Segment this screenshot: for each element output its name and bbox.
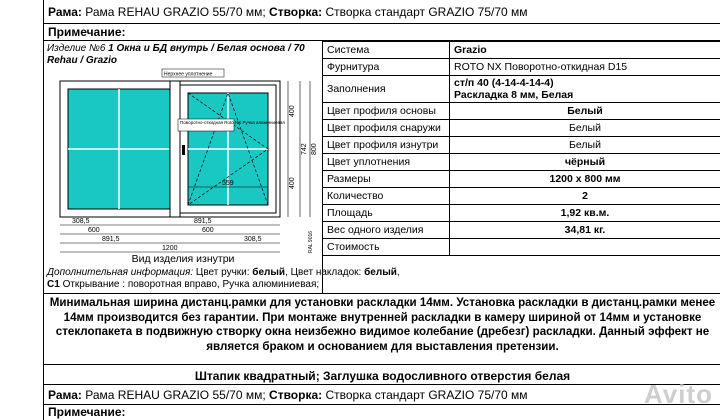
param-row — [323, 103, 720, 120]
param-key: Стоимость — [323, 239, 450, 256]
dim-b3-8915: 891,5 — [102, 236, 120, 243]
param-row — [323, 188, 720, 205]
rama-value: Рама REHAU GRAZIO 55/70 мм; — [85, 5, 266, 19]
dim-right-400-top: 400 — [289, 105, 296, 117]
side-code: RAL 9016 — [308, 230, 314, 253]
param-key: Цвет профиля основы — [323, 103, 450, 120]
param-key: Вес одного изделия — [323, 222, 450, 239]
param-value: 1,92 кв.м. — [450, 205, 720, 222]
item-title — [44, 41, 322, 69]
dim-b2-600-right: 600 — [202, 227, 214, 234]
param-row — [323, 222, 720, 239]
param-value: чёрный — [450, 154, 720, 171]
drawing-caption: Вид изделия изнутри — [131, 253, 235, 265]
sash-label: Поворотно-откидная Roto NX Ручка алюминиевая — [180, 120, 285, 125]
param-value: Белый — [450, 120, 720, 137]
note-label-bottom: Примечание: — [48, 405, 126, 419]
param-key: Цвет профиля снаружи — [323, 120, 450, 137]
params-panel — [322, 41, 720, 256]
param-row — [323, 171, 720, 188]
stvorka-value-bottom: Створка стандарт GRAZIO 75/70 мм — [325, 388, 528, 402]
param-row — [323, 239, 720, 256]
frame-row-top — [44, 0, 720, 24]
param-value: 1200 x 800 мм — [450, 171, 720, 188]
param-row — [323, 59, 720, 76]
note-label: Примечание: — [48, 25, 126, 39]
warning-notice — [44, 293, 720, 365]
stvorka-label-bottom: Створка: — [269, 388, 323, 402]
note-row-bottom — [44, 405, 720, 420]
document-sheet — [43, 0, 720, 420]
rama-label-bottom: Рама: — [48, 388, 82, 402]
param-row — [323, 120, 720, 137]
param-key: Количество — [323, 188, 450, 205]
dim-right-800: 800 — [311, 143, 318, 155]
param-value: ст/п 40 (4-14-4-14-4) Раскладка 8 мм, Белая — [450, 76, 720, 103]
bead-notice: Штапик квадратный; Заглушка водосливного отверстия белая — [44, 368, 720, 385]
rama-value-bottom: Рама REHAU GRAZIO 55/70 мм; — [85, 388, 266, 402]
param-row — [323, 137, 720, 154]
param-key: Фурнитура — [323, 59, 450, 76]
item-number: Изделие №6 — [47, 43, 106, 54]
param-value: ROTO NX Поворотно-откидная D15 — [450, 59, 720, 76]
additional-info — [44, 267, 720, 291]
param-key: Площадь — [323, 205, 450, 222]
param-value: Белый — [450, 103, 720, 120]
additional-info-line-2 — [47, 279, 720, 291]
window-drawing — [44, 67, 322, 277]
additional-info-line-1 — [47, 267, 720, 279]
avito-watermark: Avito — [643, 379, 713, 409]
param-key: Цвет уплотнения — [323, 154, 450, 171]
item-description: 1 Окна и БД внутрь / Белая основа / 70 Rehau / Grazio — [47, 43, 305, 66]
dim-b1-3085: 308,5 — [72, 218, 90, 225]
item-drawing-panel — [44, 41, 323, 293]
cover-color-value: белый — [364, 267, 397, 278]
param-key: Заполнения — [323, 76, 450, 103]
top-seal-label: Нерхнее уплотнение — [164, 71, 213, 78]
note-row-top — [44, 24, 720, 41]
stvorka-value: Створка стандарт GRAZIO 75/70 мм — [325, 5, 528, 19]
handle-icon — [182, 145, 185, 155]
handle-color-label: Цвет ручки: — [193, 267, 253, 278]
additional-info-label: Дополнительная информация: — [47, 267, 194, 278]
opening-text: Открывание : поворотная вправо, Ручка алюминиевая; — [59, 279, 320, 290]
param-value: Белый — [450, 137, 720, 154]
dim-right-400-bottom: 400 — [289, 177, 296, 189]
opening-code: C1 — [47, 279, 60, 290]
param-row — [323, 42, 720, 59]
param-value: Grazio — [450, 42, 720, 59]
handle-color-value: белый — [252, 267, 286, 278]
dim-right-742: 742 — [301, 143, 308, 155]
dim-inner-559: 559 — [222, 180, 234, 187]
dim-b1-8915: 891,5 — [194, 218, 212, 225]
param-row — [323, 76, 720, 103]
param-key: Система — [323, 42, 450, 59]
param-row — [323, 154, 720, 171]
spec-section — [44, 41, 720, 293]
warning-notice-text: Минимальная ширина дистанц.рамки для установки раскладки 14мм. Установка раскладки в дистанц.рамки менее 14мм производится без гарантии. При монтаже внутренней раскладки в камеру шириной от 14мм и установке стеклопакета в подвижную створку окна неизбежно видимое колебание (дребезг) раскладки. Данный эффект не является браком и основанием для выставления претензии. — [49, 296, 716, 353]
dim-total-1200: 1200 — [162, 245, 178, 252]
window-drawing-svg — [44, 67, 322, 257]
stvorka-label: Створка: — [269, 5, 323, 19]
params-table — [322, 41, 720, 256]
dim-b3-3085: 308,5 — [244, 236, 262, 243]
param-value: 34,81 кг. — [450, 222, 720, 239]
frame-row-bottom — [44, 385, 720, 405]
param-key: Цвет профиля изнутри — [323, 137, 450, 154]
mullion — [170, 81, 180, 217]
dim-b2-600-left: 600 — [88, 227, 100, 234]
line-end: , — [396, 267, 400, 278]
param-row — [323, 205, 720, 222]
rama-label: Рама: — [48, 5, 82, 19]
param-value: 2 — [450, 188, 720, 205]
cover-color-label: , Цвет накладок: — [285, 267, 365, 278]
param-value — [450, 239, 720, 256]
param-key: Размеры — [323, 171, 450, 188]
